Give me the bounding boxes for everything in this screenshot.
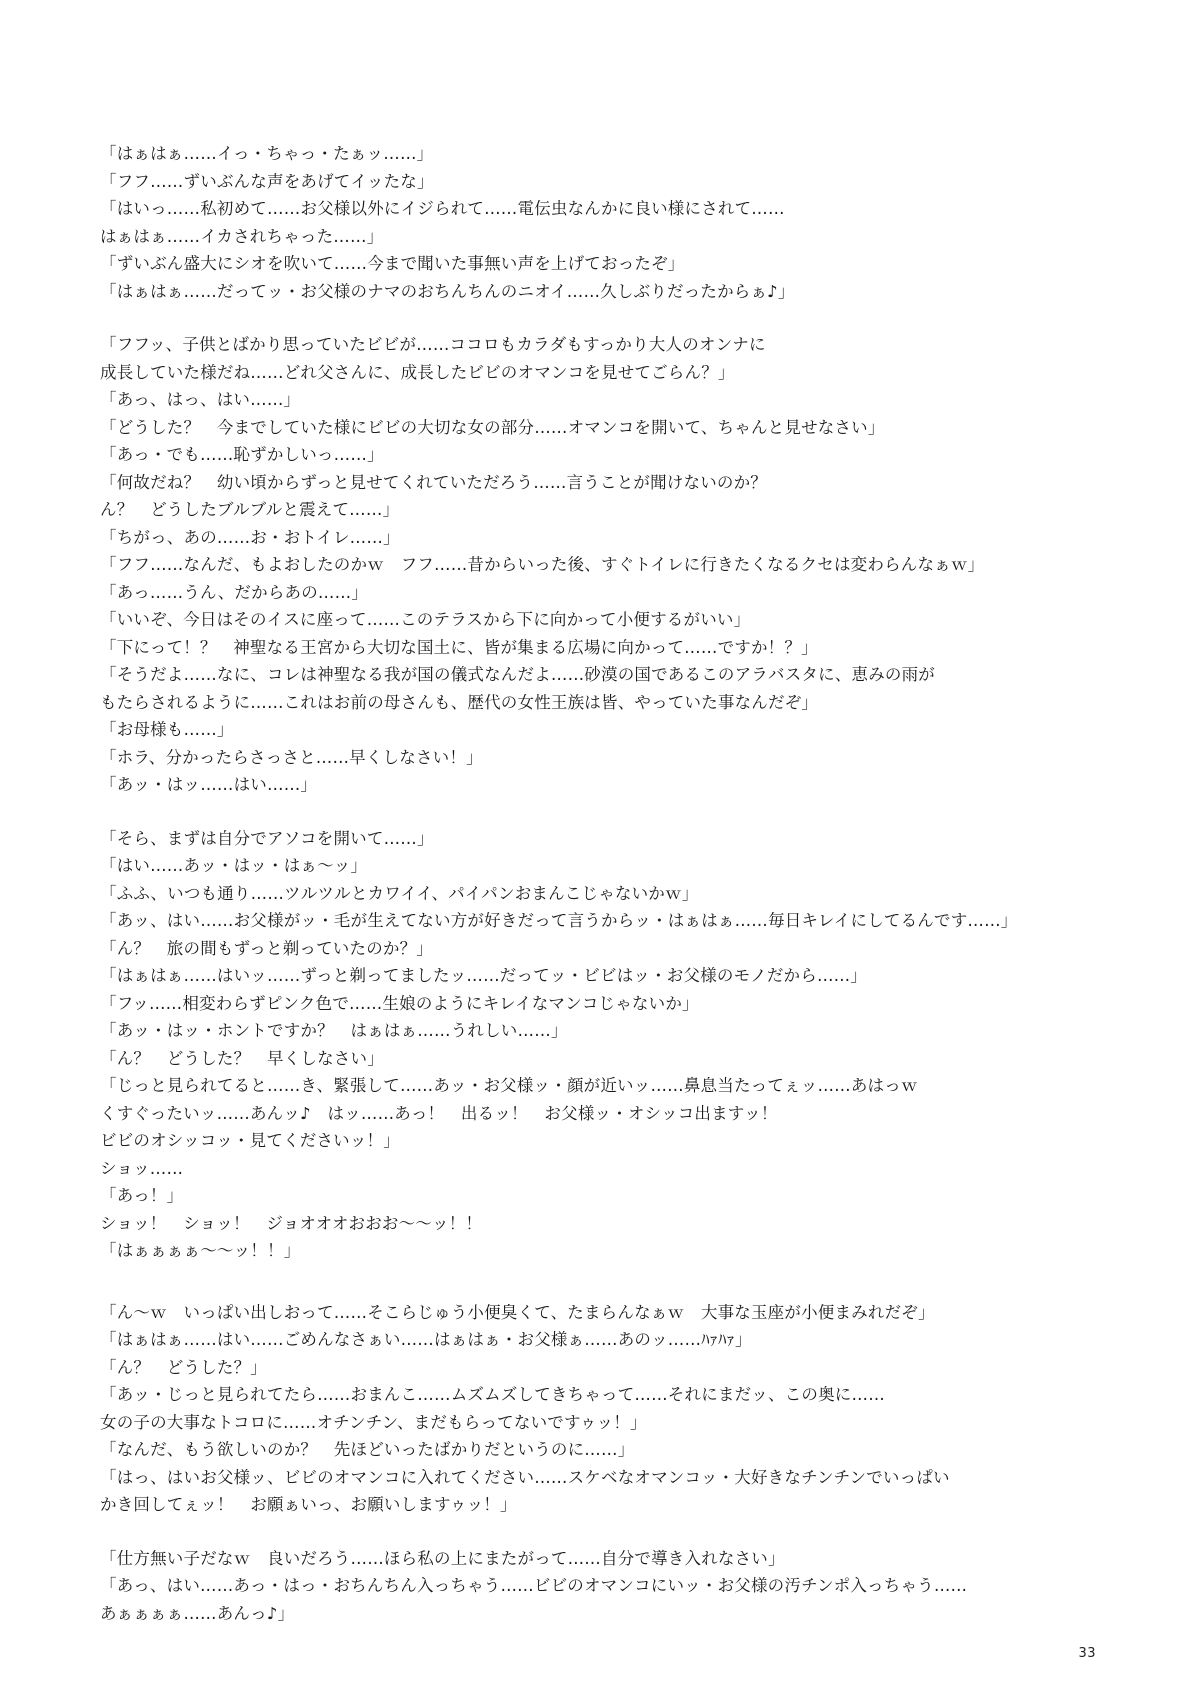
text-line: 「はぁはぁ……イっ・ちゃっ・たぁッ……」 bbox=[100, 144, 434, 163]
text-line: ショッ…… bbox=[100, 1158, 184, 1178]
text-line: かき回してぇッ！ お願ぁいっ、お願いしますゥッ！」 bbox=[100, 1495, 517, 1514]
text-line: 「仕方無い子だなｗ 良いだろう……ほら私の上にまたがって……自分で導き入れなさい」 bbox=[100, 1548, 785, 1568]
text-line: 「あッ・はッ……はい……」 bbox=[100, 775, 318, 794]
paragraph-block bbox=[100, 1299, 1100, 1519]
paragraph-block bbox=[100, 331, 1100, 799]
text-line: 「ん～ｗ いっぱい出しおって……そこらじゅう小便臭くて、たまらんなぁｗ 大事な玉座が小便まみれだぞ」 bbox=[100, 1302, 935, 1322]
text-line: 「はっ、はいお父様ッ、ビビのオマンコに入れてください……スケベなオマンコッ・大好きなチンチンでいっぱい bbox=[100, 1467, 950, 1487]
text-line: ん？ どうしたブルブルと震えて……」 bbox=[100, 500, 400, 519]
text-line: ビビのオシッコッ・見てくださいッ！」 bbox=[100, 1131, 400, 1150]
text-line: 「あっ……うん、だからあの……」 bbox=[100, 582, 369, 602]
paragraph-block bbox=[100, 825, 1100, 1265]
text-line: 「あっ、はっ、はい……」 bbox=[100, 390, 301, 409]
paragraph-block bbox=[100, 1545, 1100, 1628]
text-line: 「はぁはぁ……だってッ・お父様のナマのおちんちんのニオイ……久しぶりだったからぁ♪」 bbox=[100, 281, 795, 301]
text-line: くすぐったいッ……あんッ♪ はッ……あっ！ 出るッ！ お父様ッ・オシッコ出ますッ！ bbox=[100, 1103, 778, 1123]
text-line: 「はぁはぁ……はいッ……ずっと剃ってましたッ……だってッ・ビビはッ・お父様のモノだから……」 bbox=[100, 966, 868, 985]
text-line: 「あっ、はい……あっ・はっ・おちんちん入っちゃう……ビビのオマンコにいッ・お父様の汚チンポ入っちゃう…… bbox=[100, 1576, 968, 1595]
text-line: 「あッ・はッ・ホントですか？ はぁはぁ……うれしい……」 bbox=[100, 1021, 568, 1040]
text-line: 「お母様も……」 bbox=[100, 720, 234, 739]
text-line: 「はいっ……私初めて……お父様以外にイジられて……電伝虫なんかに良い様にされて…… bbox=[100, 199, 785, 218]
body-text-column bbox=[100, 140, 1100, 1627]
text-line: 「ホラ、分かったらさっさと……早くしなさい！」 bbox=[100, 747, 483, 767]
text-line: 「フフ……ずいぶんな声をあげてイッたな」 bbox=[100, 171, 434, 191]
text-line: 女の子の大事なトコロに……オチンチン、まだもらってないですゥッ！」 bbox=[100, 1412, 647, 1432]
text-line: もたらされるように……これはお前の母さんも、歴代の女性王族は皆、やっていた事なんだぞ」 bbox=[100, 692, 819, 712]
text-line: はぁはぁ……イカされちゃった……」 bbox=[100, 226, 384, 246]
text-line: 「ん？ どうした？ 早くしなさい」 bbox=[100, 1048, 384, 1068]
text-line: 「フフ……なんだ、もよおしたのかｗ フフ……昔からいった後、すぐトイレに行きたくなるクセは変わらんなぁｗ」 bbox=[100, 555, 985, 574]
text-line: 「はぁぁぁぁ～～ッ！！」 bbox=[100, 1241, 301, 1260]
text-line: 「ん？ どうした？」 bbox=[100, 1357, 267, 1377]
text-line: 「ちがっ、あの……お・おトイレ……」 bbox=[100, 527, 400, 547]
page-number: 33 bbox=[1078, 1646, 1096, 1661]
text-line: 「フッ……相変わらずピンク色で……生娘のようにキレイなマンコじゃないか」 bbox=[100, 993, 699, 1013]
text-line: 「そら、まずは自分でアソコを開いて……」 bbox=[100, 828, 434, 848]
text-line: 「はい……あッ・はッ・はぁ～ッ」 bbox=[100, 856, 368, 875]
text-line: 「あっ！」 bbox=[100, 1186, 184, 1205]
paragraph-block bbox=[100, 140, 1100, 305]
text-line: 「あっ・でも……恥ずかしいっ……」 bbox=[100, 445, 384, 464]
text-line: 「フフッ、子供とばかり思っていたビビが……ココロもカラダもすっかり大人のオンナに bbox=[100, 335, 766, 354]
text-line: 「そうだよ……なに、コレは神聖なる我が国の儀式なんだよ……砂漠の国であるこのアラバスタに、恵みの雨が bbox=[100, 665, 935, 684]
text-line: 「あッ、はい……お父様がッ・毛が生えてない方が好きだって言うからッ・はぁはぁ……毎日キレイにしてるんです……」 bbox=[100, 911, 1018, 930]
text-line: 「何故だね？ 幼い頃からずっと見せてくれていただろう……言うことが聞けないのか？ bbox=[100, 472, 768, 492]
text-line: あぁぁぁぁ……あんっ♪」 bbox=[100, 1603, 295, 1623]
text-line: 成長していた様だね……どれ父さんに、成長したビビのオマンコを見せてごらん？」 bbox=[100, 362, 735, 382]
text-line: 「下にって！？ 神聖なる王宮から大切な国土に、皆が集まる広場に向かって……ですか！？」 bbox=[100, 637, 818, 657]
text-line: 「どうした？ 今までしていた様にビビの大切な女の部分……オマンコを開いて、ちゃんと見せなさい」 bbox=[100, 417, 885, 437]
text-line: 「なんだ、もう欲しいのか？ 先ほどいったばかりだというのに……」 bbox=[100, 1440, 635, 1459]
text-line: 「はぁはぁ……はい……ごめんなさぁい……はぁはぁ・お父様ぁ……あのッ……ﾊｧﾊｧ」 bbox=[100, 1330, 752, 1349]
text-line: 「ずいぶん盛大にシオを吹いて……今まで聞いた事無い声を上げておったぞ」 bbox=[100, 254, 685, 273]
text-line: 「いいぞ、今日はそのイスに座って……このテラスから下に向かって小便するがいい」 bbox=[100, 610, 751, 629]
text-line: 「ふふ、いつも通り……ツルツルとカワイイ、パイパンおまんこじゃないかｗ」 bbox=[100, 883, 699, 903]
text-line: 「あッ・じっと見られてたら……おまんこ……ムズムズしてきちゃって……それにまだッ、この奥に…… bbox=[100, 1385, 885, 1404]
text-line: 「ん？ 旅の間もずっと剃っていたのか？」 bbox=[100, 938, 434, 958]
text-line: ショッ！ ショッ！ ジョオオオおおお～～ッ！！ bbox=[100, 1213, 483, 1233]
text-line: 「じっと見られてると……き、緊張して……あッ・お父様ッ・顔が近いッ……鼻息当たってぇッ……あはっｗ bbox=[100, 1076, 918, 1095]
